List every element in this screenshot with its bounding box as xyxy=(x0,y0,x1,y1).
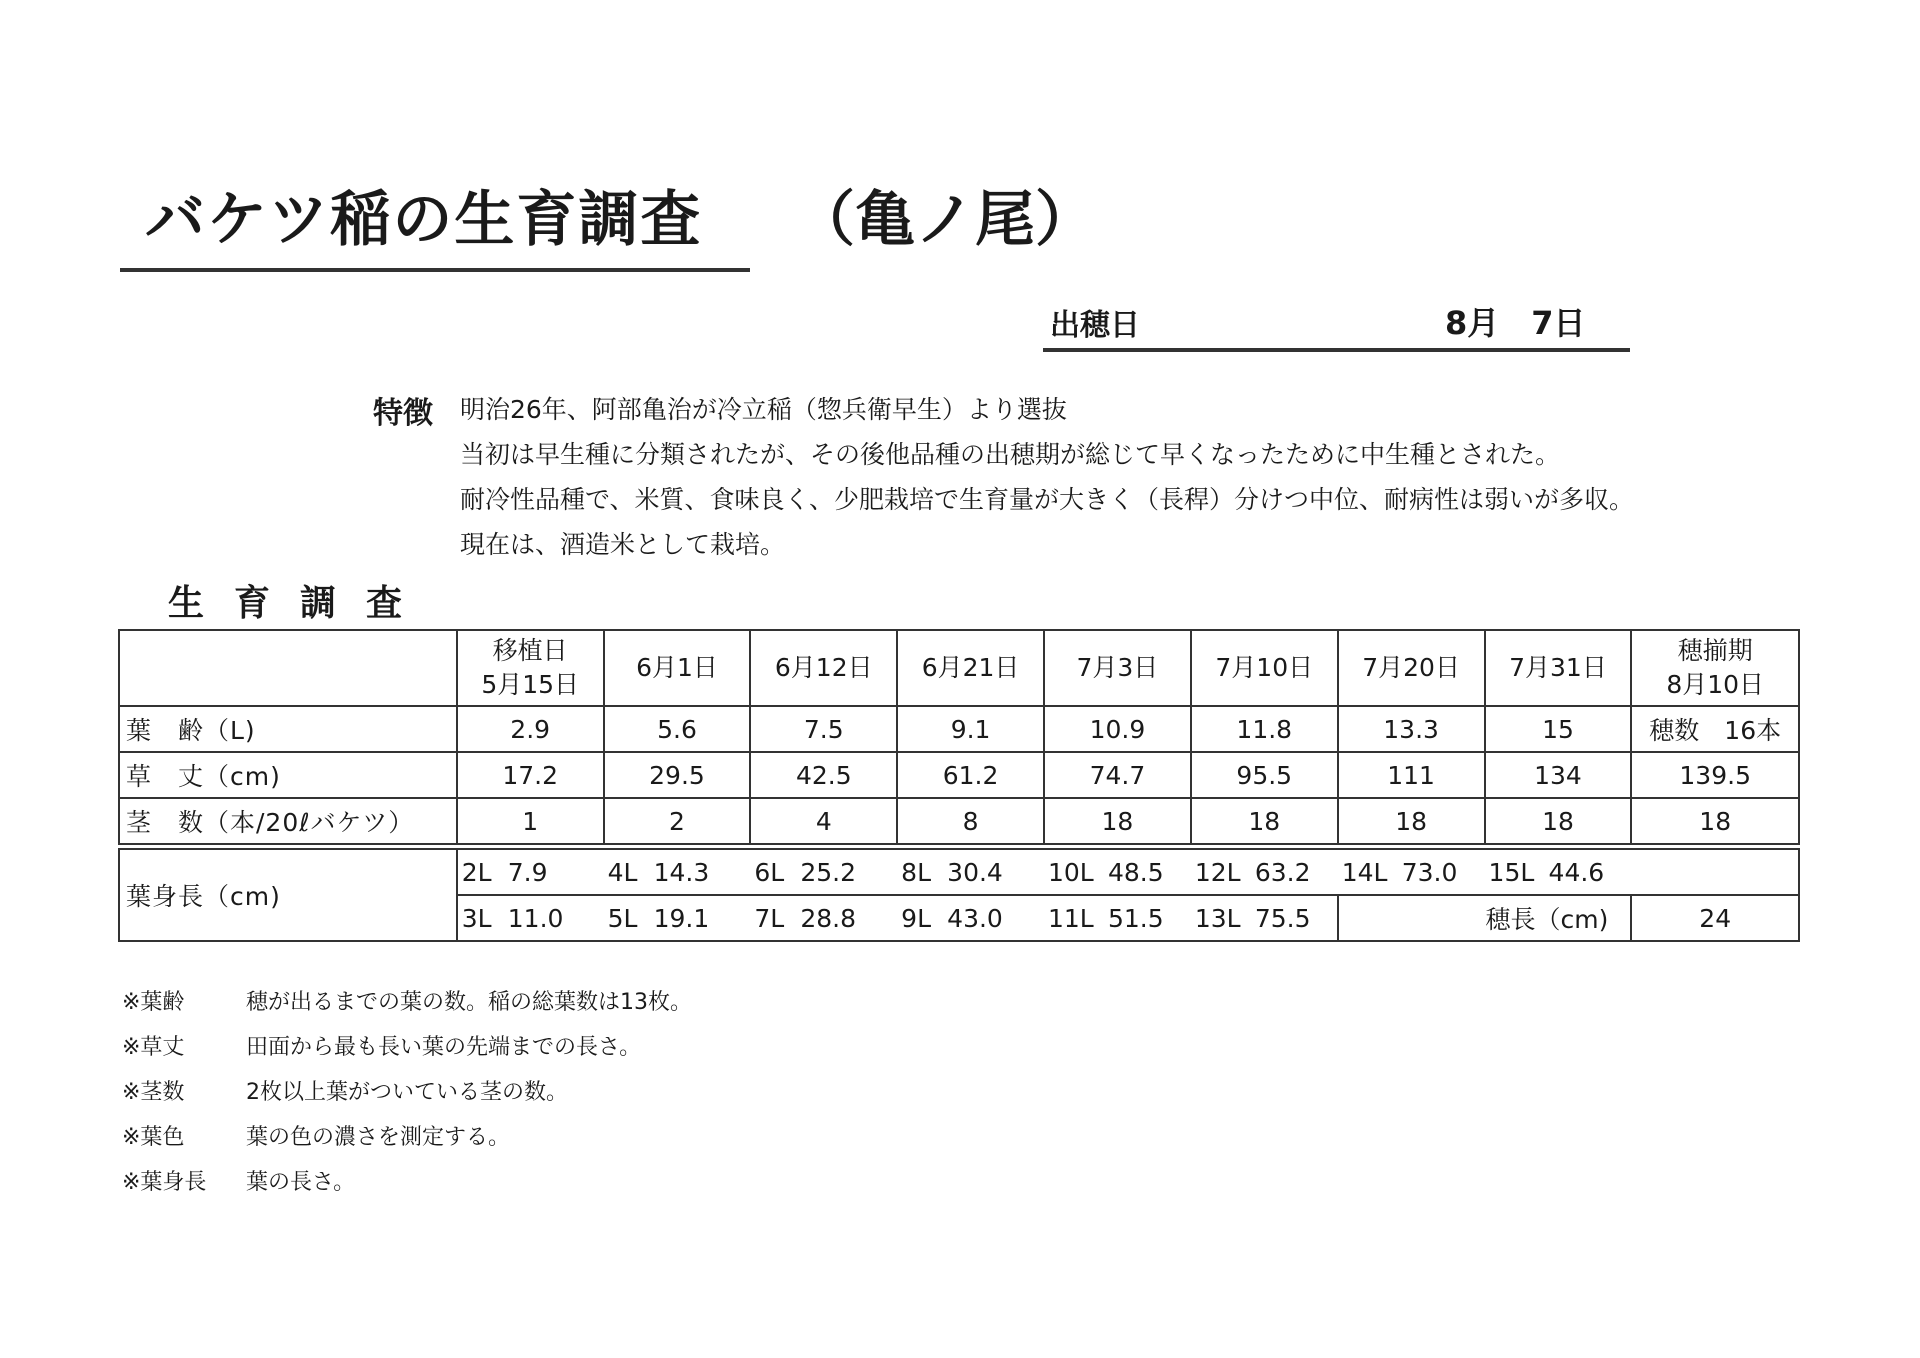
row-label: 茎 数（本/20ℓバケツ） xyxy=(119,798,457,844)
growth-survey-table xyxy=(118,629,1800,942)
table-cell: 穂数 16本 xyxy=(1631,706,1799,752)
table-cell: 17.2 xyxy=(457,752,604,798)
blade-cell: 15L 44.6 xyxy=(1485,849,1632,895)
blade-cell: 3L 11.0 xyxy=(457,895,604,941)
table-row-plant-height xyxy=(119,752,1799,798)
table-cell: 18 xyxy=(1631,798,1799,844)
header-date: 7月20日 xyxy=(1338,630,1485,706)
ear-length-value: 24 xyxy=(1631,895,1799,941)
header-date: 6月1日 xyxy=(604,630,751,706)
table-cell: 18 xyxy=(1191,798,1338,844)
blade-cell: 4L 14.3 xyxy=(604,849,751,895)
table-cell: 74.7 xyxy=(1044,752,1191,798)
features-label: 特徴 xyxy=(373,396,433,431)
header-date: 6月12日 xyxy=(750,630,897,706)
table-cell: 111 xyxy=(1338,752,1485,798)
note-item: ※茎数 2枚以上葉がついている茎の数。 xyxy=(122,1080,568,1105)
blade-cell: 14L 73.0 xyxy=(1338,849,1485,895)
blade-cell: 2L 7.9 xyxy=(457,849,604,895)
table-cell: 9.1 xyxy=(897,706,1044,752)
header-date: 7月10日 xyxy=(1191,630,1338,706)
table-cell: 18 xyxy=(1485,798,1632,844)
table-cell: 15 xyxy=(1485,706,1632,752)
blade-cell: 8L 30.4 xyxy=(897,849,1044,895)
row-label: 草 丈（cm) xyxy=(119,752,457,798)
table-cell: 134 xyxy=(1485,752,1632,798)
blade-cell: 7L 28.8 xyxy=(750,895,897,941)
heading-date-label: 出穂日 xyxy=(1050,308,1140,343)
feature-line: 当初は早生種に分類されたが、その後他品種の出穂期が総じて早くなったために中生種とされた。 xyxy=(460,440,1561,469)
table-row-blade-length-1 xyxy=(119,849,1799,895)
row-label: 葉 齢（L) xyxy=(119,706,457,752)
variety-name: （亀ノ尾） xyxy=(795,185,1095,255)
table-cell: 4 xyxy=(750,798,897,844)
table-cell: 8 xyxy=(897,798,1044,844)
table-cell: 18 xyxy=(1044,798,1191,844)
header-date: 7月31日 xyxy=(1485,630,1632,706)
ear-length-label: 穂長（cm) xyxy=(1338,895,1632,941)
table-header-row xyxy=(119,630,1799,706)
feature-line: 現在は、酒造米として栽培。 xyxy=(460,530,786,559)
blade-cell: 11L 51.5 xyxy=(1044,895,1191,941)
table-cell: 10.9 xyxy=(1044,706,1191,752)
table-cell: 61.2 xyxy=(897,752,1044,798)
blade-cell: 10L 48.5 xyxy=(1044,849,1191,895)
table-row-leaf-age xyxy=(119,706,1799,752)
table-cell: 1 xyxy=(457,798,604,844)
blade-cell: 13L 75.5 xyxy=(1191,895,1338,941)
header-date: 6月21日 xyxy=(897,630,1044,706)
table-cell: 7.5 xyxy=(750,706,897,752)
note-item: ※葉齢 穂が出るまでの葉の数。稲の総葉数は13枚。 xyxy=(122,990,692,1015)
survey-title: 生育調査 xyxy=(168,583,433,624)
note-item: ※葉身長 葉の長さ。 xyxy=(122,1170,356,1195)
page-title: バケツ稲の生育調査 xyxy=(145,185,703,255)
header-date: 7月3日 xyxy=(1044,630,1191,706)
table-row-stem-count xyxy=(119,798,1799,844)
feature-line: 耐冷性品種で、米質、食味良く、少肥栽培で生育量が大きく（長稈）分けつ中位、耐病性は弱いが多収。 xyxy=(460,485,1635,514)
table-cell: 13.3 xyxy=(1338,706,1485,752)
blade-cell: 12L 63.2 xyxy=(1191,849,1338,895)
table-cell: 11.8 xyxy=(1191,706,1338,752)
blade-cell: 6L 25.2 xyxy=(750,849,897,895)
row-label: 葉身長（cm) xyxy=(119,849,457,941)
table-cell: 2.9 xyxy=(457,706,604,752)
table-cell: 29.5 xyxy=(604,752,751,798)
blade-cell: 5L 19.1 xyxy=(604,895,751,941)
table-cell: 42.5 xyxy=(750,752,897,798)
header-corner xyxy=(119,630,457,706)
header-date: 穂揃期 8月10日 xyxy=(1631,630,1799,706)
note-item: ※葉色 葉の色の濃さを測定する。 xyxy=(122,1125,511,1150)
feature-line: 明治26年、阿部亀治が冷立稲（惣兵衛早生）より選抜 xyxy=(460,395,1067,424)
note-item: ※草丈 田面から最も長い葉の先端までの長さ。 xyxy=(122,1035,642,1060)
table-cell: 139.5 xyxy=(1631,752,1799,798)
heading-date-value: 8月 7日 xyxy=(1445,304,1586,342)
table-cell: 2 xyxy=(604,798,751,844)
table-cell: 18 xyxy=(1338,798,1485,844)
blade-cell-empty xyxy=(1631,849,1799,895)
table-cell: 5.6 xyxy=(604,706,751,752)
blade-cell: 9L 43.0 xyxy=(897,895,1044,941)
table-cell: 95.5 xyxy=(1191,752,1338,798)
header-date: 移植日 5月15日 xyxy=(457,630,604,706)
